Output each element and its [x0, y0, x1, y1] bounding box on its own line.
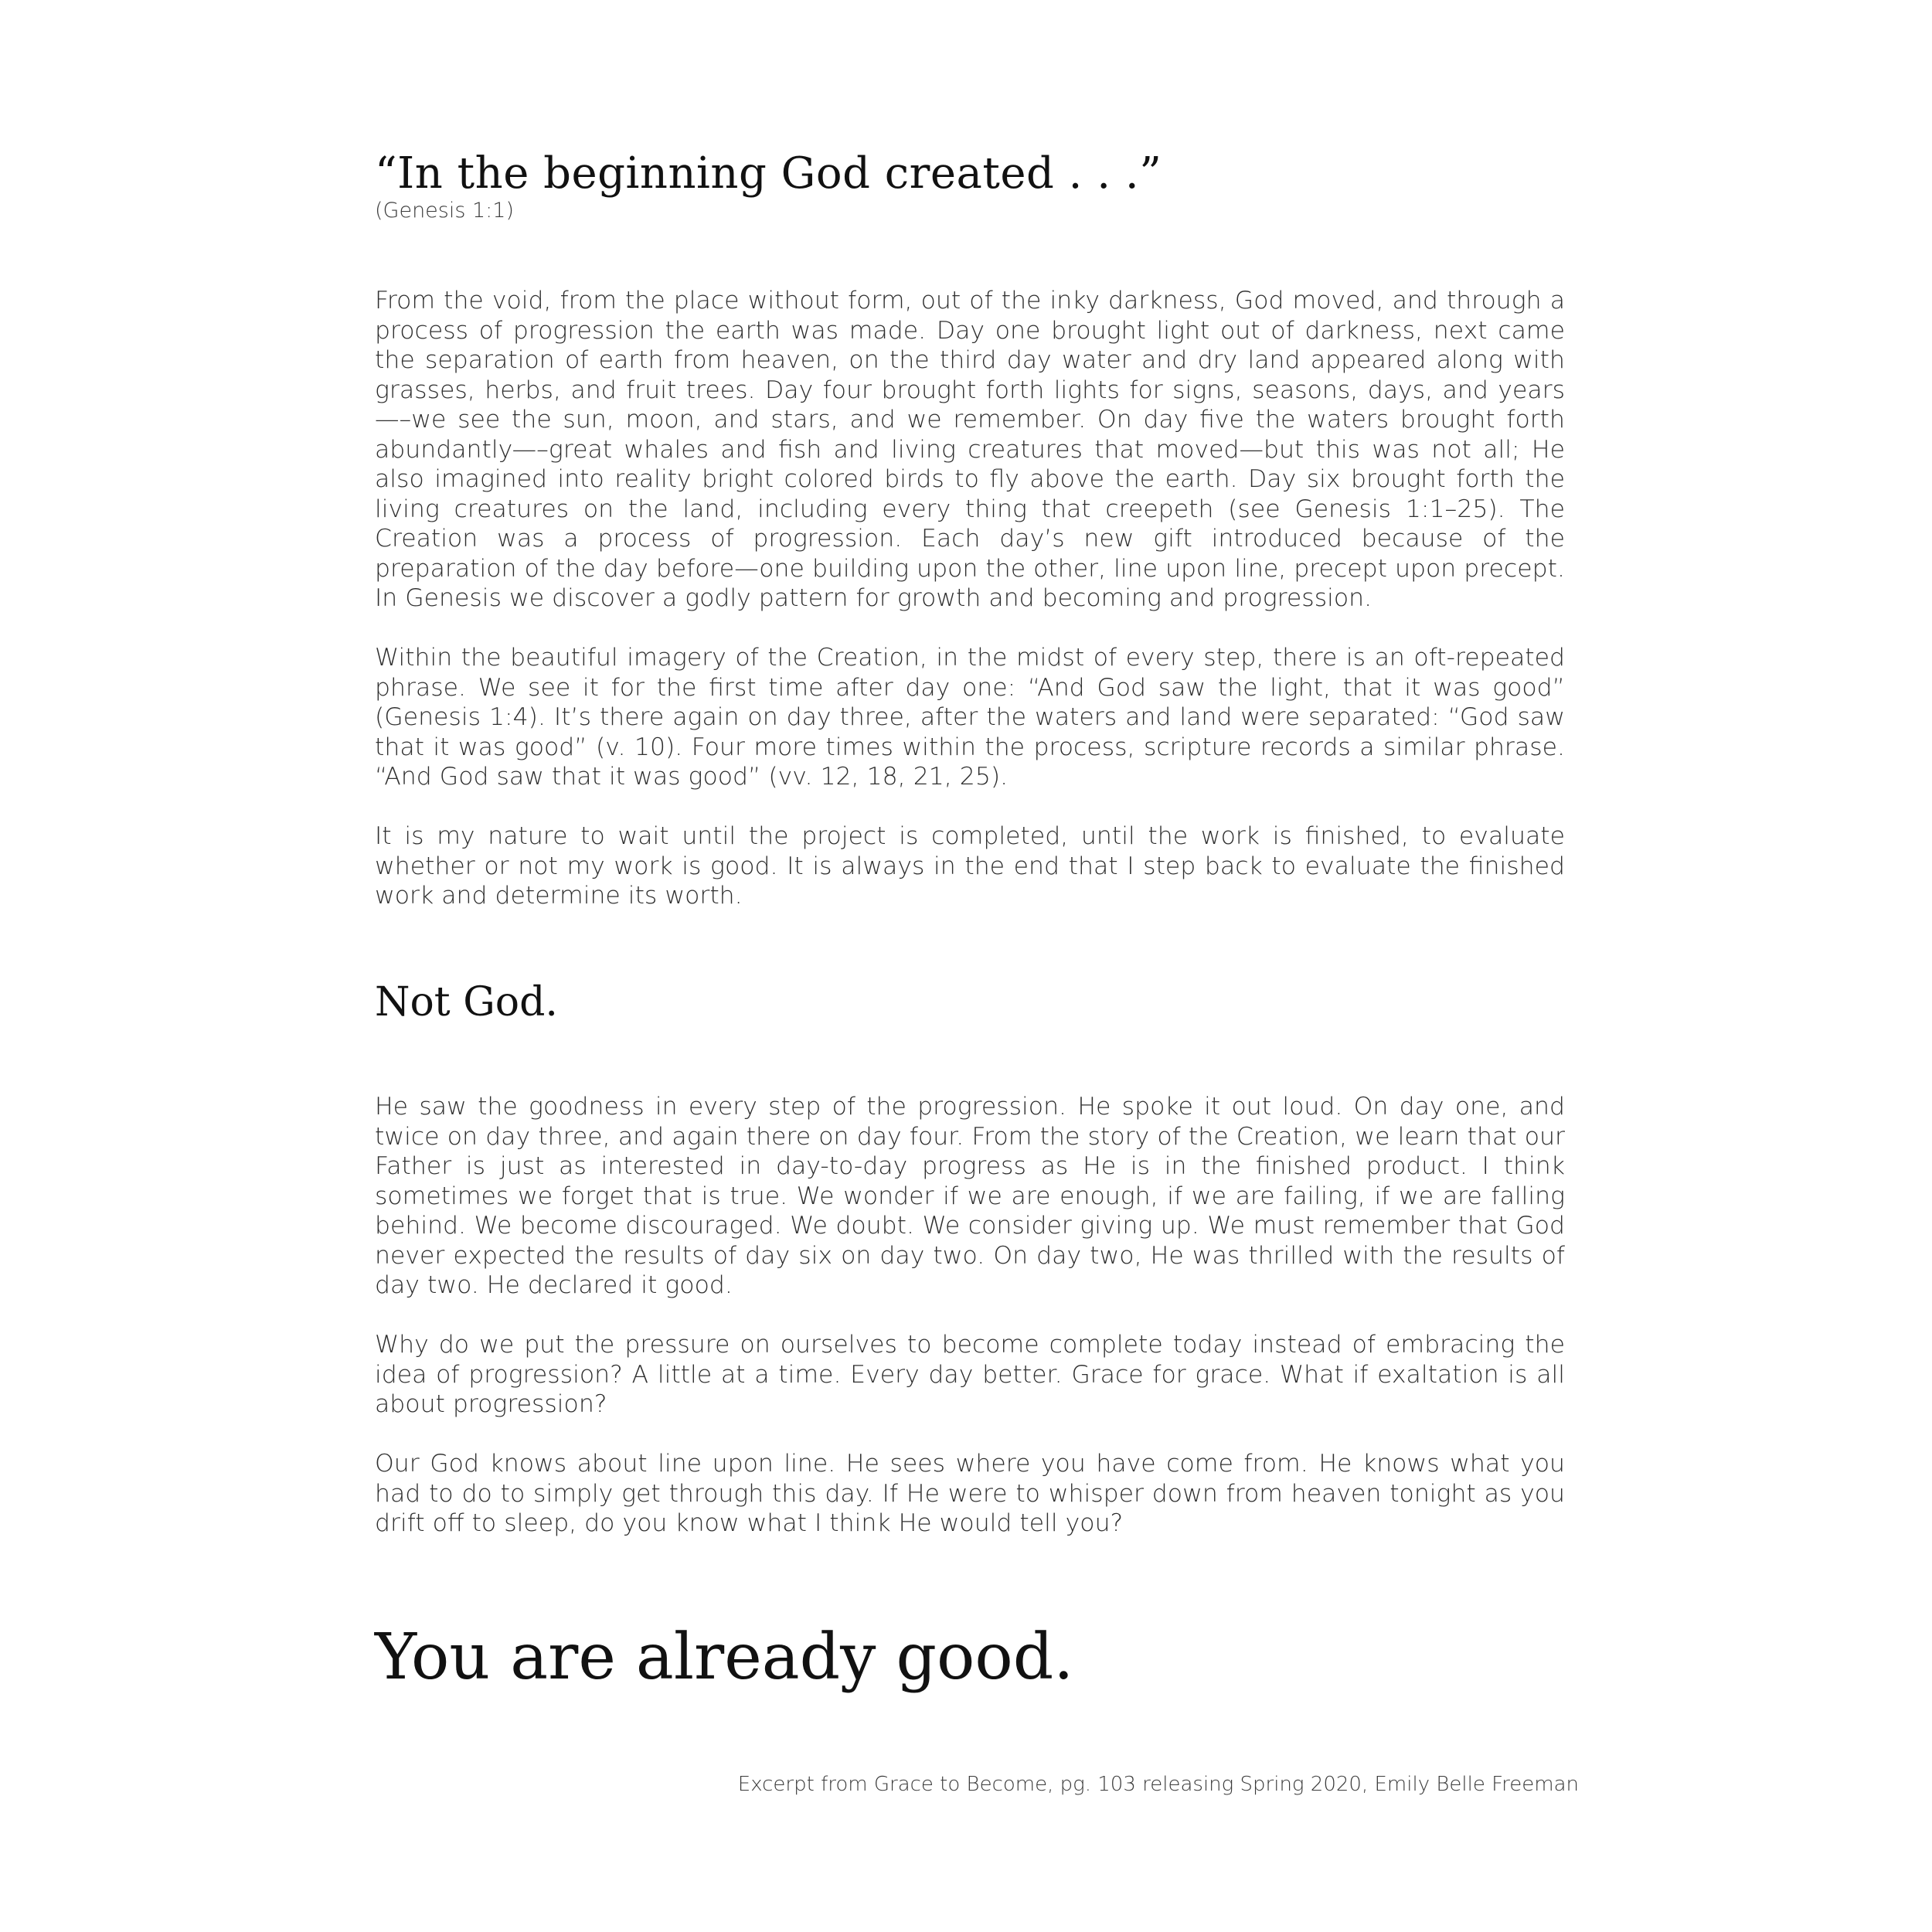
- paragraph-goodness-every-step: He saw the goodness in every step of the progression. He spoke it out loud. On day one, and twice on day three, and again there on day four. From the story of the Creation, we learn that our Father is just as interested in day-to-day progress as He is in the finished product. I think sometimes we forget that is true. We wonder if we are enough, if we are failing, if we are falling behind. We become discouraged. We doubt. We consider giving up. We must remember that God never expected the results of day six on day two. On day two, He was thrilled with the results of day two. He declared it good.: [375, 1093, 1565, 1299]
- page-title: “In the beginning God created . . .”: [375, 148, 1162, 199]
- paragraph-my-nature: It is my nature to wait until the project is completed, until the work is finished, to evaluate whether or not my work is good. It is always in the end that I step back to evaluate the finished work and determine its worth.: [375, 822, 1565, 910]
- scripture-citation: (Genesis 1:1): [375, 199, 514, 223]
- paragraph-pressure-progression: Why do we put the pressure on ourselves to become complete today instead of embracing the idea of progression? A little at a time. Every day better. Grace for grace. What if exaltation is all about progression?: [375, 1331, 1565, 1418]
- paragraph-oft-repeated-phrase: Within the beautiful imagery of the Creation, in the midst of every step, there is an oft-repeated phrase. We see it for the first time after day one: “And God saw the light, that it was good” (Genesis 1:4). It’s there again on day three, after the waters and land were separated: “God saw that it was good” (v. 10). Four more times within the process, scripture records a similar phrase. “And God saw that it was good” (vv. 12, 18, 21, 25).: [375, 644, 1565, 791]
- excerpt-credit: Excerpt from Grace to Become, pg. 103 releasing Spring 2020, Emily Belle Freeman: [737, 1773, 1579, 1796]
- paragraph-creation-progression: From the void, from the place without form, out of the inky darkness, God moved, and through a process of progression the earth was made. Day one brought light out of darkness, next came the separation of earth from heaven, on the third day water and dry land appeared along with grasses, herbs, and fruit trees. Day four brought forth lights for signs, seasons, days, and years—–we see the sun, moon, and stars, and we remember. On day five the waters brought forth abundantly—–great whales and fish and living creatures that moved—but this was not all; He also imagined into reality bright colored birds to fly above the earth. Day six brought forth the living creatures on the land, including every thing that creepeth (see Genesis 1:1–25). The Creation was a process of progression. Each day’s new gift introduced because of the preparation of the day before—one building upon the other, line upon line, precept upon precept. In Genesis we discover a godly pattern for growth and becoming and progression.: [375, 287, 1565, 612]
- section-heading-not-god: Not God.: [375, 979, 558, 1026]
- paragraph-line-upon-line: Our God knows about line upon line. He sees where you have come from. He knows what you had to do to simply get through this day. If He were to whisper down from heaven tonight as you drift off to sleep, do you know what I think He would tell you?: [375, 1450, 1565, 1537]
- closing-statement: You are already good.: [375, 1621, 1074, 1694]
